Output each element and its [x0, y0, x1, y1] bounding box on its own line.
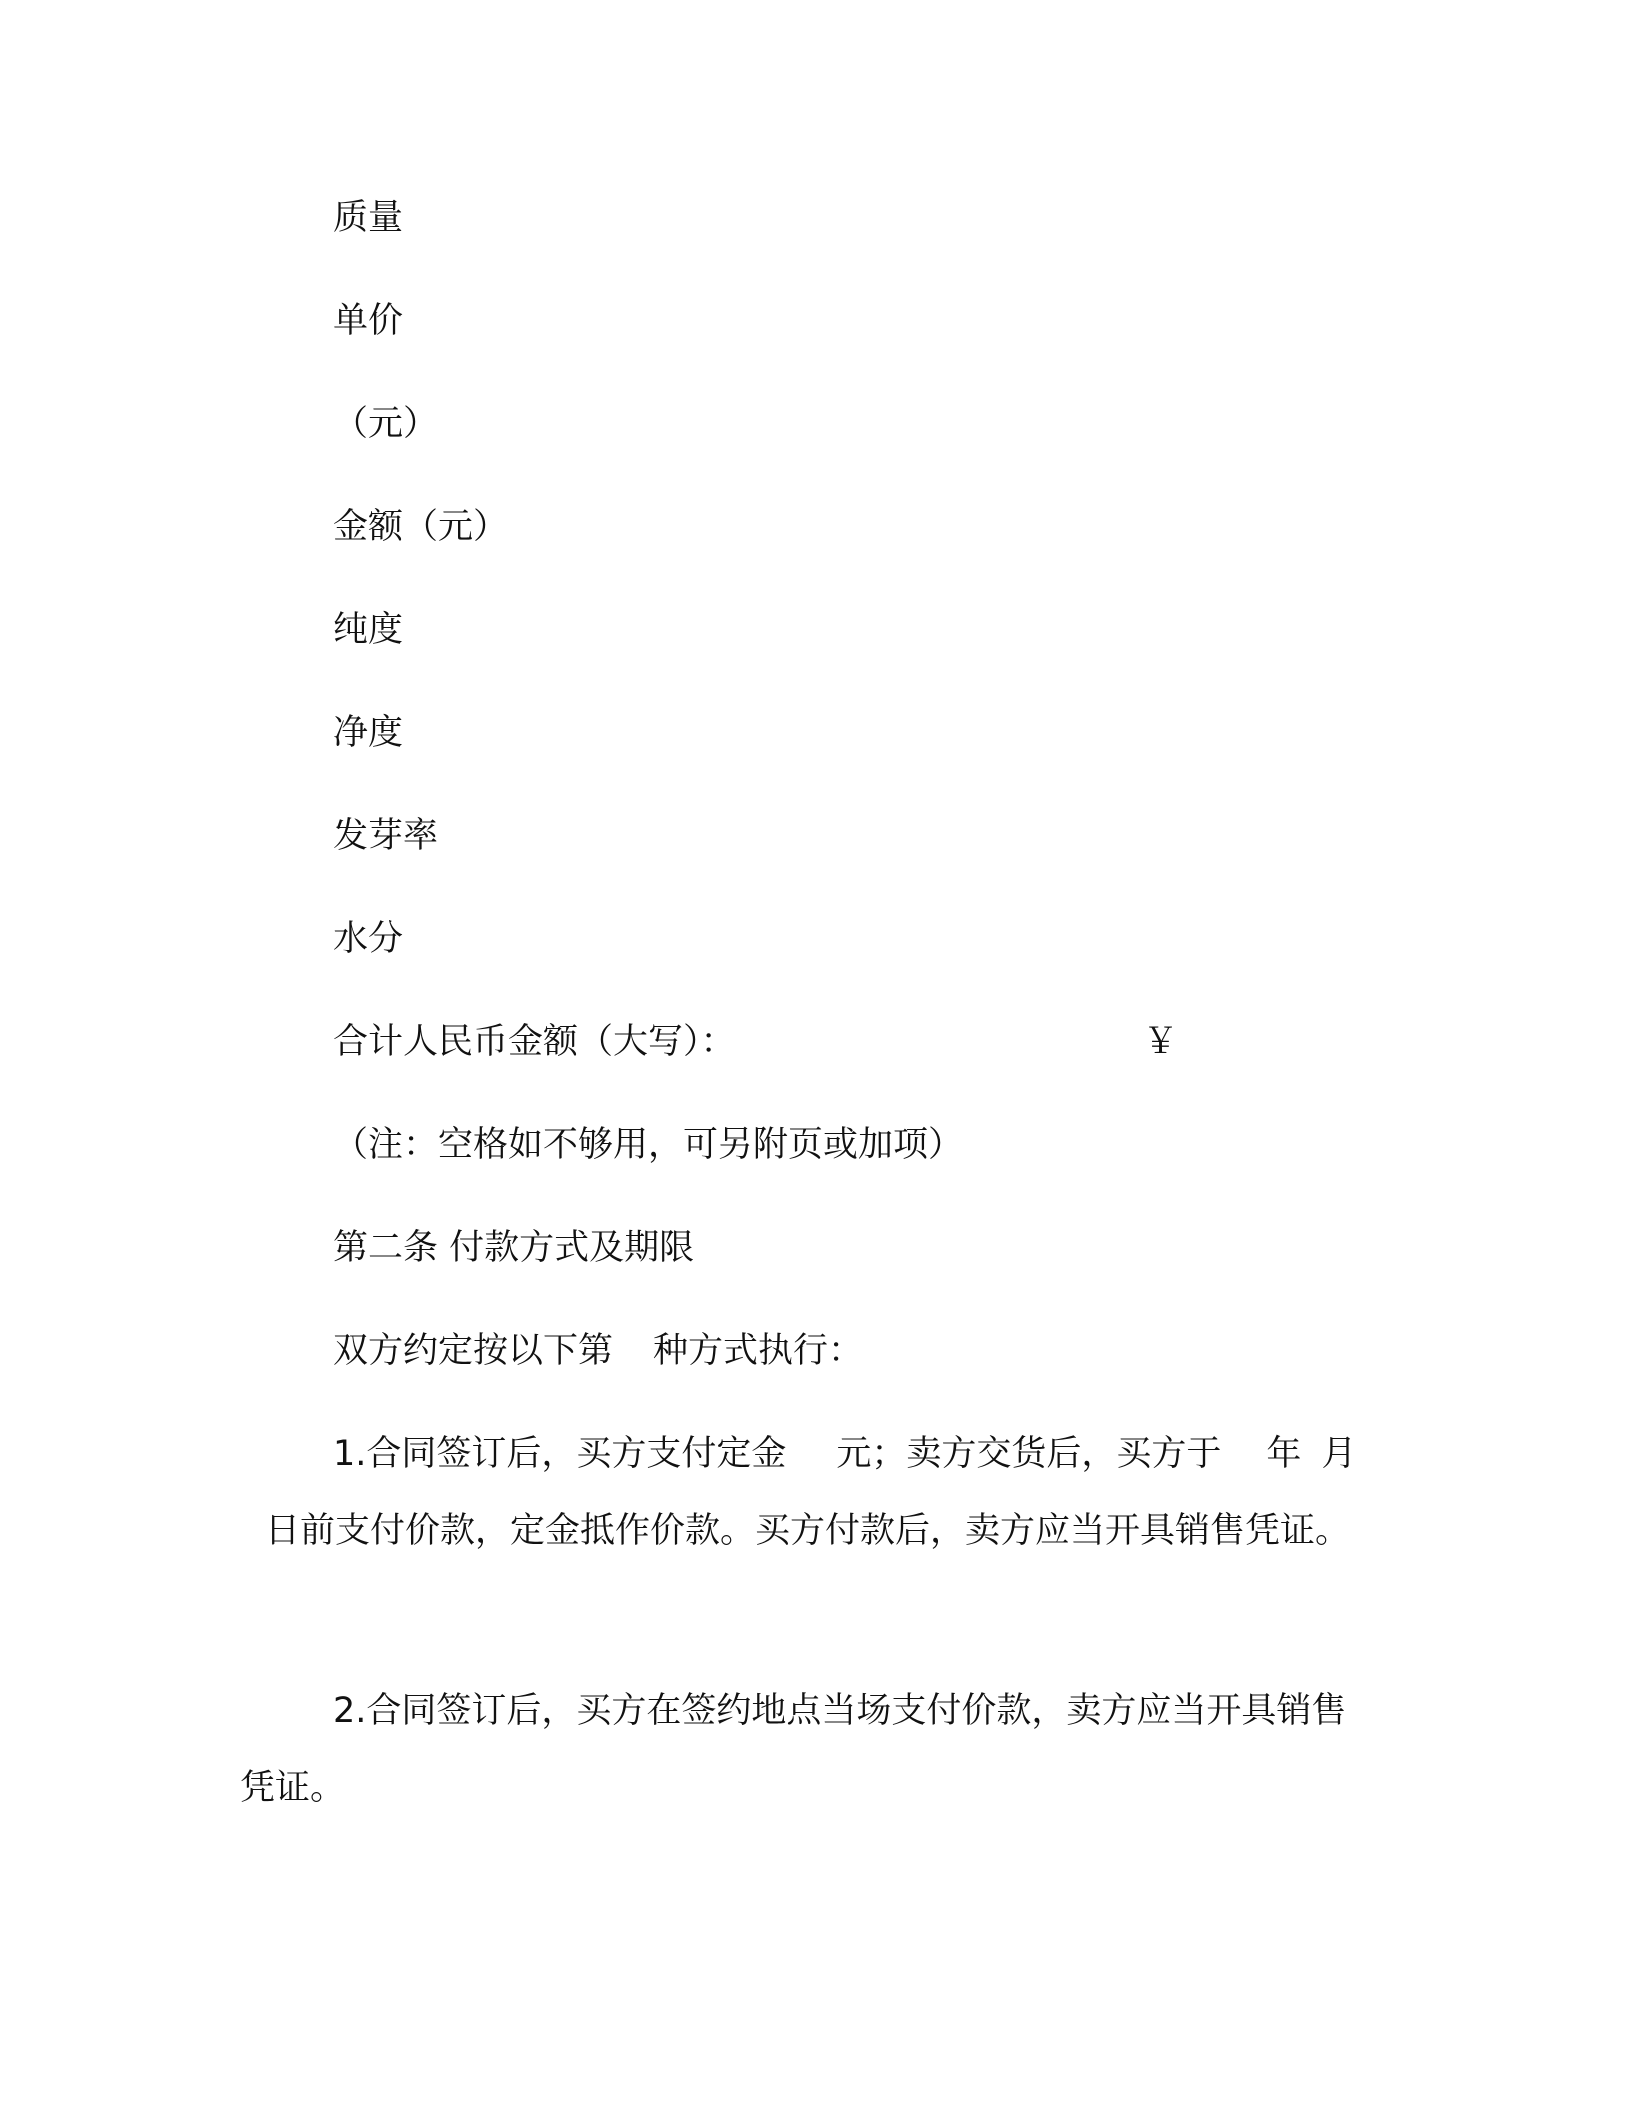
article-heading: 第二条 付款方式及期限 — [333, 1228, 695, 1268]
payment-option-1-part-a: 1.合同签订后，买方支付定金 — [333, 1434, 787, 1474]
total-amount-label: 合计人民币金额（大写）： — [333, 1022, 736, 1062]
field-label-purity: 纯度 — [333, 610, 404, 650]
note-text: （注：空格如不够用，可另附页或加项） — [333, 1125, 964, 1165]
payment-option-1 — [240, 1416, 1380, 1570]
payment-option-1-part-b: 元；卖方交货后，买方于 — [836, 1434, 1222, 1474]
field-label-cleanliness: 净度 — [333, 713, 404, 753]
field-label-moisture: 水分 — [333, 919, 404, 959]
field-label-germination-rate: 发芽率 — [333, 816, 439, 856]
field-label-amount: 金额（元） — [333, 507, 509, 547]
article-intro — [333, 1327, 863, 1375]
field-label-quality: 质量 — [333, 198, 404, 238]
field-label-yuan-unit: （元） — [333, 404, 439, 444]
payment-option-1-part-c: 年 — [1266, 1434, 1302, 1474]
currency-symbol: ￥ — [1143, 1022, 1179, 1062]
payment-option-1-part-d: 月 — [1321, 1434, 1357, 1474]
article-intro-before: 双方约定按以下第 — [333, 1331, 614, 1371]
article-intro-after: 种方式执行： — [653, 1331, 864, 1371]
payment-option-1-part-e: 日前支付价款，定金抵作价款。买方付款后，卖方应当开具销售凭证。 — [265, 1511, 1351, 1551]
payment-option-2: 2.合同签订后，买方在签约地点当场支付价款，卖方应当开具销售凭证。 — [240, 1691, 1347, 1808]
field-label-unit-price: 单价 — [333, 301, 404, 341]
